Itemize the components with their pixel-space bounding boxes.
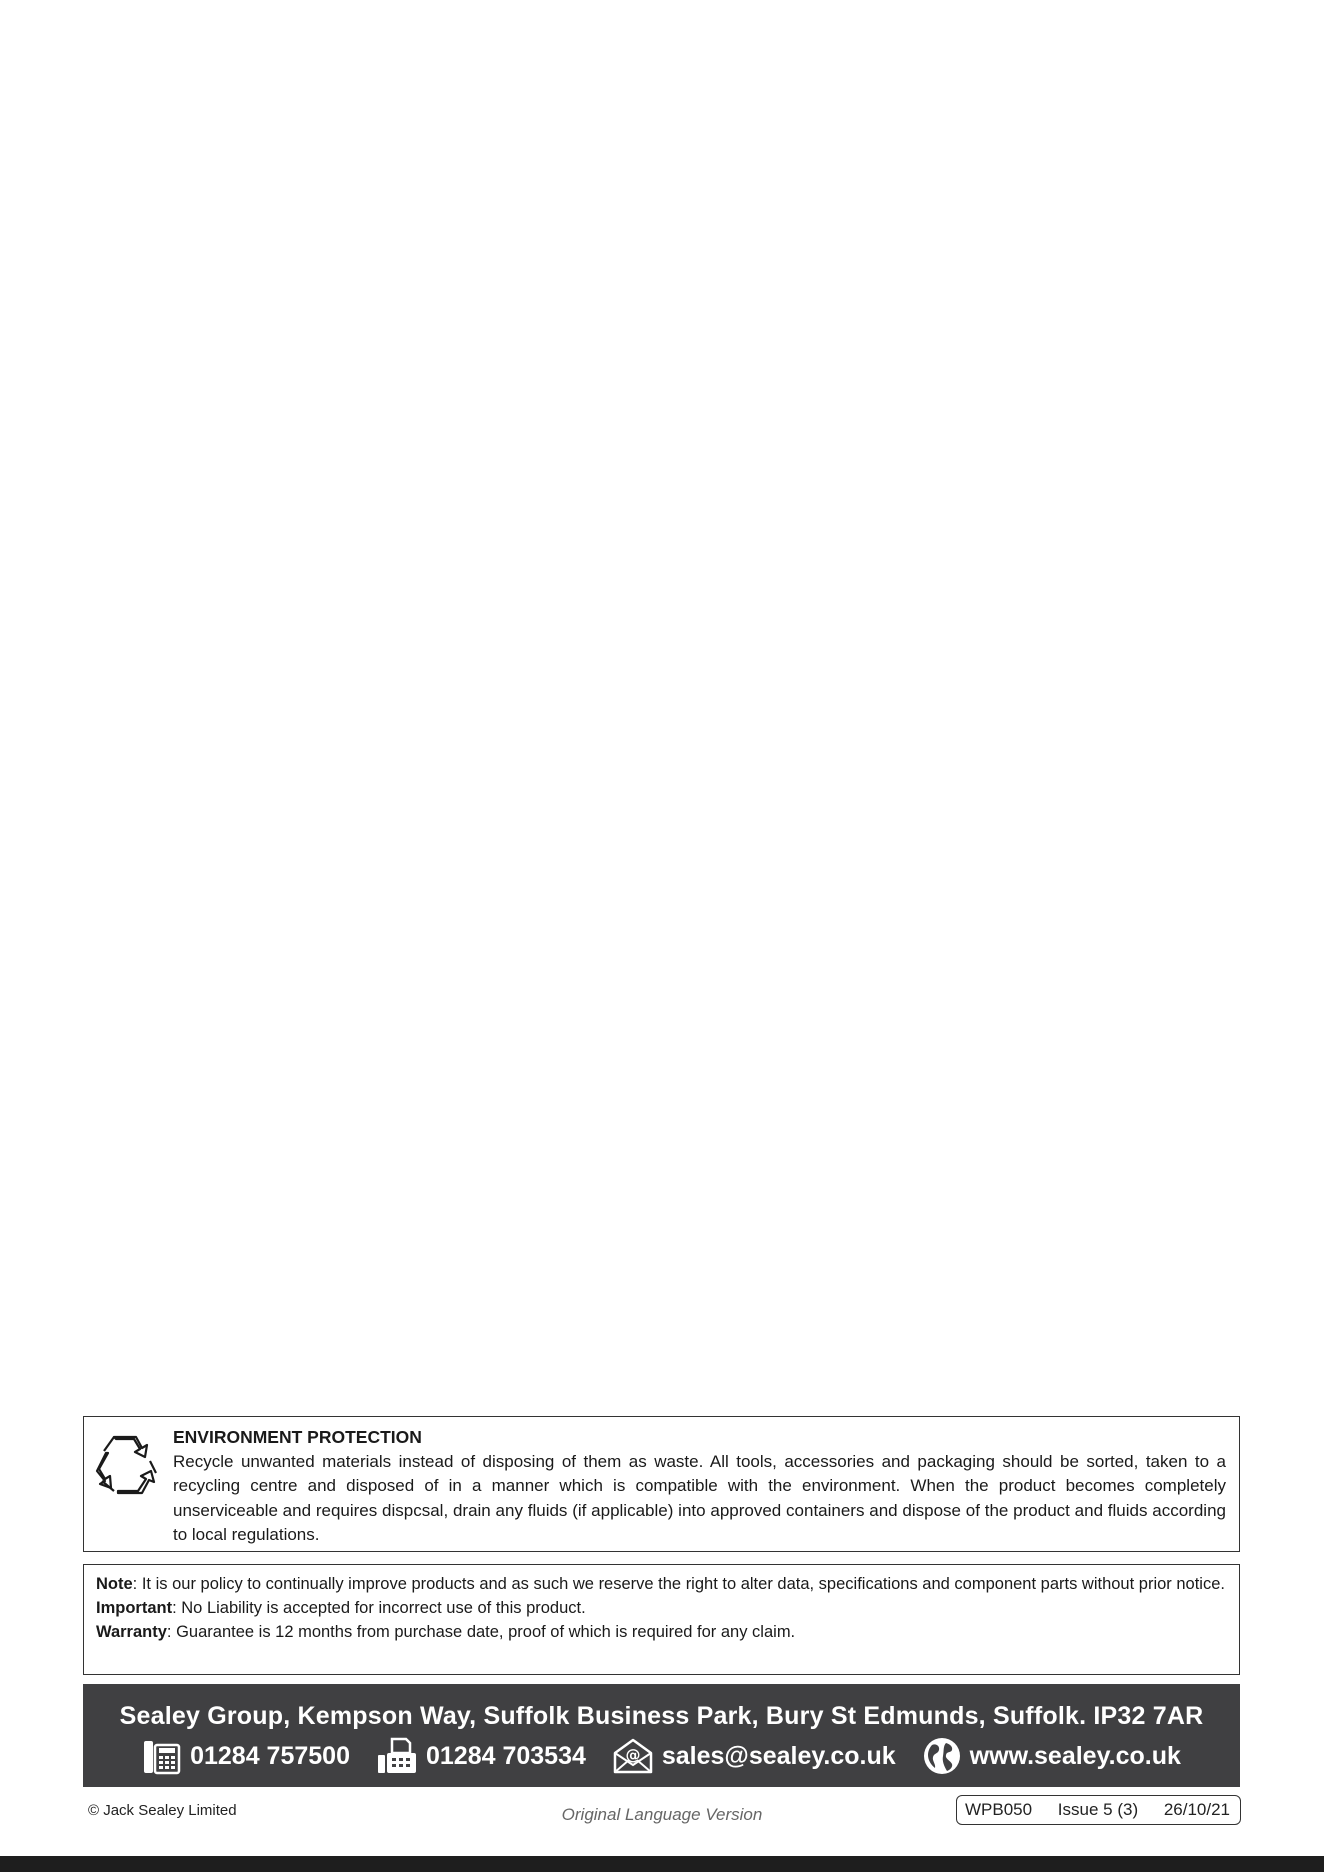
warranty-label: Warranty — [96, 1623, 167, 1641]
note-line — [96, 1572, 1227, 1596]
environment-title: ENVIRONMENT PROTECTION — [173, 1427, 422, 1447]
website-url[interactable]: www.sealey.co.uk — [969, 1741, 1181, 1770]
note-label: Note — [96, 1575, 133, 1593]
contact-row — [83, 1736, 1240, 1776]
environment-body: Recycle unwanted materials instead of disposing of them as waste. All tools, accessories and packaging should be sorted, taken to a recycling centre and disposed of in a manner which is compatible with the environment. When the product becomes completely unserviceable and requires dispcsal, drain any fluids (if applicable) into approved containers and dispose of the product and fluids according to local regulations. — [173, 1451, 1226, 1544]
email-icon — [612, 1737, 654, 1775]
website-contact — [922, 1736, 1181, 1776]
copyright: © Jack Sealey Limited — [88, 1802, 237, 1819]
issue-date: 26/10/21 — [1163, 1800, 1230, 1819]
important-line — [96, 1596, 1227, 1620]
warranty-text: : Guarantee is 12 months from purchase date, proof of which is required for any claim. — [166, 1623, 796, 1641]
fax-contact — [376, 1737, 586, 1775]
phone-number[interactable]: 01284 757500 — [190, 1741, 350, 1770]
recycle-icon — [94, 1431, 160, 1497]
email-address[interactable]: sales@sealey.co.uk — [661, 1741, 896, 1770]
phone-contact — [142, 1737, 350, 1775]
notes-box — [83, 1564, 1240, 1675]
scan-edge-bar — [0, 1856, 1324, 1872]
environment-protection-box — [83, 1416, 1240, 1552]
note-text: : It is our policy to continually improve products and as such we reserve the right to alter data, specifications and component parts without prior notice. — [132, 1575, 1225, 1593]
important-label: Important — [96, 1599, 173, 1617]
environment-text — [173, 1425, 1226, 1548]
email-contact — [612, 1737, 896, 1775]
company-address: Sealey Group, Kempson Way, Suffolk Business Park, Bury St Edmunds, Suffolk. IP32 7AR — [119, 1702, 1204, 1730]
original-language-label: Original Language Version — [561, 1805, 763, 1824]
warranty-line — [96, 1620, 1227, 1644]
model-number: WPB050 — [965, 1800, 1033, 1819]
svg-text:@: @ — [625, 1746, 641, 1764]
fax-icon — [376, 1737, 418, 1775]
phone-icon — [142, 1737, 182, 1775]
issue-number: Issue 5 (3) — [1057, 1800, 1139, 1819]
document-code-box — [956, 1795, 1241, 1825]
contact-footer-band — [83, 1684, 1240, 1787]
important-text: : No Liability is accepted for incorrect use of this product. — [172, 1599, 586, 1617]
fax-number[interactable]: 01284 703534 — [425, 1741, 586, 1770]
globe-icon — [922, 1736, 962, 1776]
